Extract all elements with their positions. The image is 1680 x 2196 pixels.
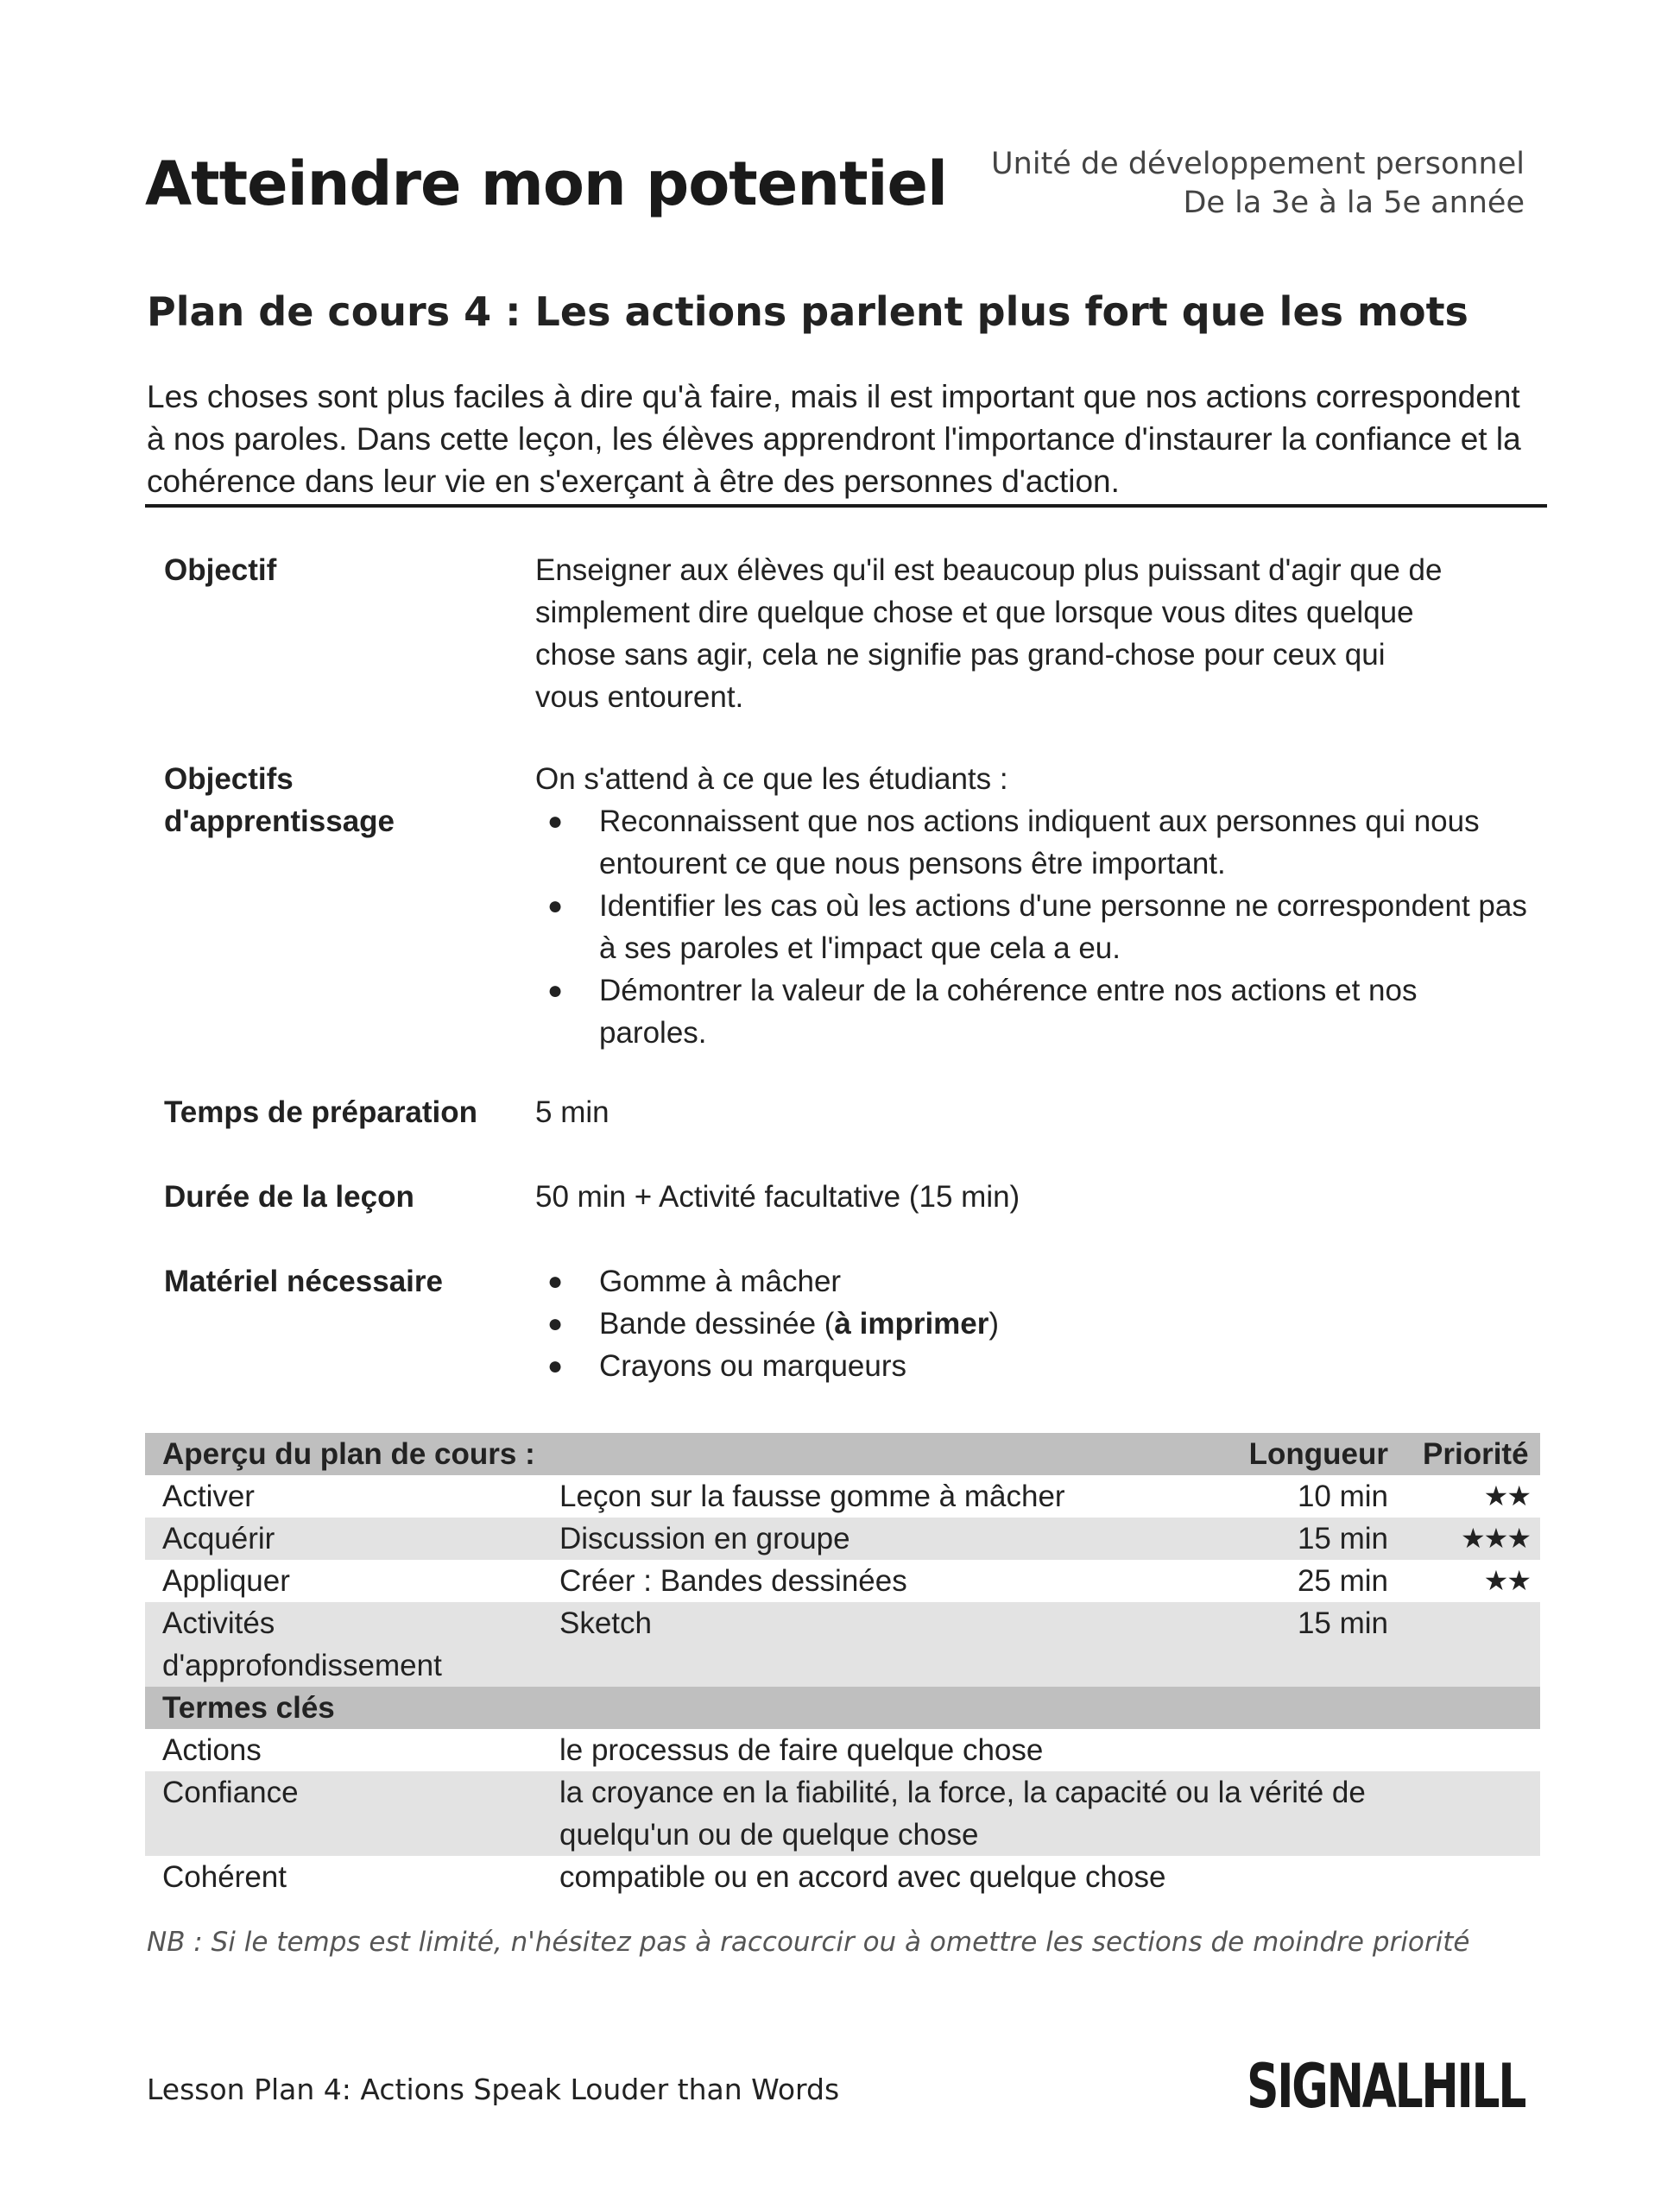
table-row bbox=[145, 1560, 1540, 1602]
priority-stars-icon: ★★★ bbox=[1405, 1518, 1540, 1560]
list-item: ● Gomme à mâcher bbox=[535, 1260, 1658, 1303]
definition-cell: le processus de faire quelque chose bbox=[559, 1733, 1044, 1767]
priority-cell bbox=[1405, 1602, 1540, 1687]
table-row bbox=[145, 1518, 1540, 1560]
prep-time-label: Temps de préparation bbox=[164, 1095, 478, 1129]
learning-goals-label-line2: d'apprentissage bbox=[164, 805, 395, 838]
priority-stars-icon: ★★ bbox=[1483, 1564, 1531, 1597]
table-row bbox=[145, 1771, 1540, 1856]
overview-header: Aperçu du plan de cours : bbox=[145, 1433, 1198, 1475]
list-item: ● Bande dessinée (à imprimer) bbox=[535, 1303, 1658, 1345]
terms-header-row bbox=[145, 1687, 1540, 1729]
bullet-icon: ● bbox=[547, 1352, 564, 1380]
list-item: ● Démontrer la valeur de la cohérence entre nos actions et nos paroles. bbox=[535, 969, 1532, 1054]
activity-cell: Discussion en groupe bbox=[542, 1518, 1198, 1560]
signalhill-logo: SIGNALHILL bbox=[1247, 2051, 1525, 2122]
length-cell: 15 min bbox=[1198, 1602, 1405, 1687]
lesson-intro: Les choses sont plus faciles à dire qu'à faire, mais il est important que nos actions correspondent à nos paroles. Dans cette leçon, les élèves apprendront l'importance d'instaurer la confiance et la cohérence dans leur vie en s'exerçant à être des personnes d'action. bbox=[147, 379, 1521, 499]
table-row bbox=[145, 1729, 1540, 1771]
table-row bbox=[145, 1856, 1540, 1898]
priority-header: Priorité bbox=[1405, 1433, 1540, 1475]
section-divider bbox=[145, 504, 1547, 508]
lesson-overview-table bbox=[145, 1433, 1540, 1898]
activity-cell: Créer : Bandes dessinées bbox=[559, 1564, 907, 1598]
length-header: Longueur bbox=[1198, 1433, 1405, 1475]
materials-content bbox=[535, 1260, 1658, 1387]
learning-goals-content bbox=[535, 758, 1658, 1054]
learning-goals-label bbox=[164, 758, 509, 842]
phase-cell: Activer bbox=[162, 1480, 255, 1513]
objective-label: Objectif bbox=[164, 553, 277, 587]
term-cell: Cohérent bbox=[162, 1860, 287, 1894]
phase-cell: Appliquer bbox=[162, 1564, 290, 1598]
list-item: ● Identifier les cas où les actions d'une personne ne correspondent pas à ses paroles et l'impact que cela a eu. bbox=[535, 885, 1532, 969]
table-row bbox=[145, 1475, 1540, 1518]
terms-header: Termes clés bbox=[145, 1687, 1540, 1729]
learning-goals-lead: On s'attend à ce que les étudiants : bbox=[535, 762, 1008, 796]
bullet-icon: ● bbox=[547, 807, 564, 836]
priority-stars-icon: ★★ bbox=[1483, 1480, 1531, 1512]
length-cell: 10 min bbox=[1297, 1480, 1389, 1513]
grade-range: De la 3e à la 5e année bbox=[1183, 186, 1525, 220]
phase-cell: Activités d'approfondissement bbox=[145, 1602, 542, 1687]
materials-list bbox=[535, 1260, 1658, 1387]
bullet-icon: ● bbox=[547, 892, 564, 920]
page-title: Atteindre mon potentiel bbox=[145, 148, 948, 219]
definition-cell: la croyance en la fiabilité, la force, la capacité ou la vérité de quelqu'un ou de quelque chose bbox=[542, 1771, 1540, 1856]
definition-cell: compatible ou en accord avec quelque chose bbox=[559, 1860, 1166, 1894]
term-cell: Confiance bbox=[145, 1771, 542, 1856]
print-link[interactable]: à imprimer bbox=[834, 1307, 989, 1341]
materials-label: Matériel nécessaire bbox=[164, 1265, 443, 1298]
length-cell: 15 min bbox=[1198, 1518, 1405, 1560]
activity-cell: Sketch bbox=[542, 1602, 1198, 1687]
length-cell: 25 min bbox=[1297, 1564, 1389, 1598]
list-item: ● Reconnaissent que nos actions indiquent aux personnes qui nous entourent ce que nous pensons être important. bbox=[535, 800, 1532, 885]
duration-value: 50 min + Activité facultative (15 min) bbox=[535, 1180, 1020, 1214]
term-cell: Actions bbox=[162, 1733, 262, 1767]
objective-text: Enseigner aux élèves qu'il est beaucoup plus puissant d'agir que de simplement dire quelque chose et que lorsque vous dites quelque chose sans agir, cela ne signifie pas grand-chose pour ceux qui vous entourent. bbox=[535, 553, 1443, 714]
learning-goals-list bbox=[535, 800, 1658, 1054]
table-row bbox=[145, 1602, 1540, 1687]
lesson-title: Plan de cours 4 : Les actions parlent plus fort que les mots bbox=[147, 288, 1468, 335]
overview-header-row bbox=[145, 1433, 1540, 1475]
bullet-icon: ● bbox=[547, 1309, 564, 1338]
bullet-icon: ● bbox=[547, 1267, 564, 1296]
activity-cell: Leçon sur la fausse gomme à mâcher bbox=[559, 1480, 1065, 1513]
unit-name: Unité de développement personnel bbox=[991, 147, 1525, 181]
phase-cell: Acquérir bbox=[145, 1518, 542, 1560]
bullet-icon: ● bbox=[547, 976, 564, 1005]
list-item: ● Crayons ou marqueurs bbox=[535, 1345, 1658, 1387]
priority-note: NB : Si le temps est limité, n'hésitez pas à raccourcir ou à omettre les sections de moindre priorité bbox=[147, 1927, 1470, 1958]
footer-lesson-title: Lesson Plan 4: Actions Speak Louder than Words bbox=[147, 2073, 840, 2106]
unit-info bbox=[991, 145, 1525, 223]
prep-time-value: 5 min bbox=[535, 1095, 609, 1129]
duration-label: Durée de la leçon bbox=[164, 1180, 414, 1214]
learning-goals-label-line1: Objectifs bbox=[164, 762, 294, 796]
